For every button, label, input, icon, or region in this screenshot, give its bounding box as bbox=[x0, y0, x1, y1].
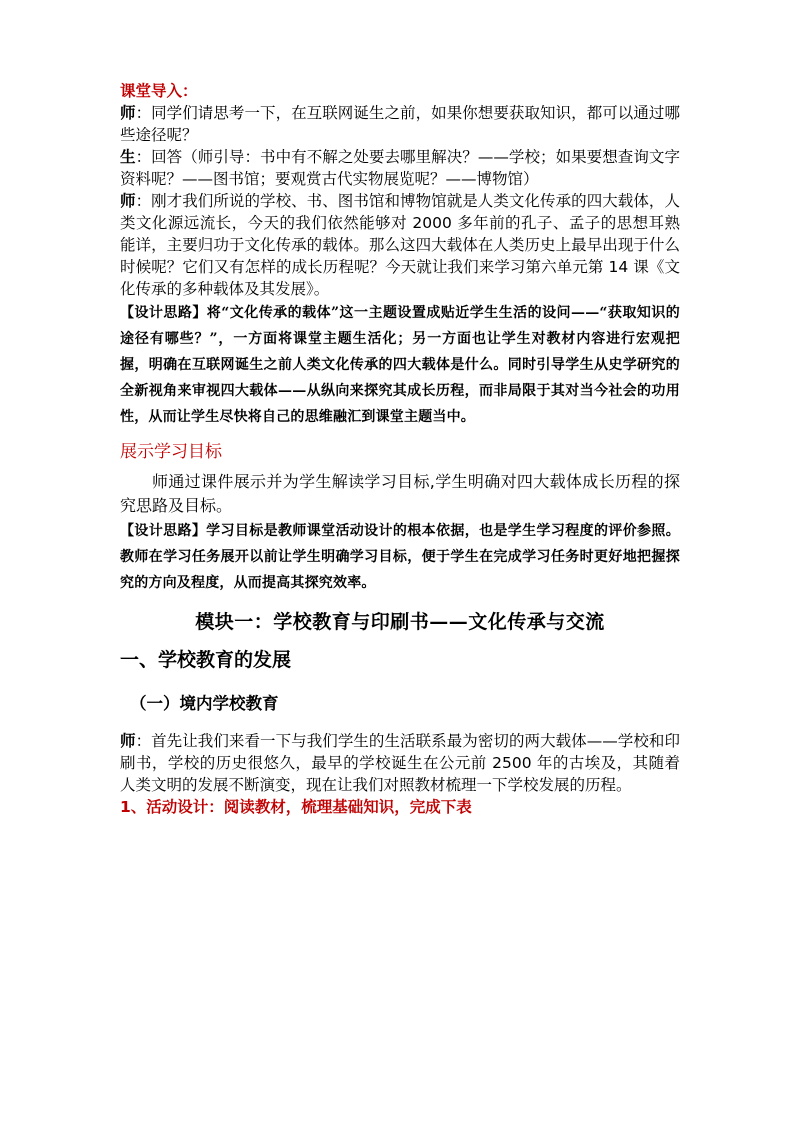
teacher-module-text bbox=[120, 730, 680, 796]
teacher-module-body: ：首先让我们来看一下与我们学生的生活联系最为密切的两大载体——学校和印刷书，学校的历史很悠久，最早的学校诞生在公元前 2500 年的古埃及，其随着人类文明的发展不断演变，现在让我们对照教材梳理一下学校发展的历程。 bbox=[120, 732, 680, 794]
goals-heading: 展示学习目标 bbox=[120, 442, 222, 462]
teacher-question bbox=[120, 102, 680, 146]
teacher-question-text: ：同学们请思考一下，在互联网诞生之前，如果你想要获取知识，都可以通过哪些途径呢？ bbox=[120, 104, 680, 144]
design-note-goals: 【设计思路】学习目标是教师课堂活动设计的根本依据，也是学生学习程度的评价参照。教师在学习任务展开以前让学生明确学习目标，便于学生在完成学习任务时更好地把握探究的方向及程度，从而提高其探究效率。 bbox=[120, 523, 680, 591]
teacher-label: 师 bbox=[120, 192, 136, 210]
design-note-intro: 【设计思路】将“文化传承的载体”这一主题设置成贴近学生生活的设问——“获取知识的途径有哪些？”，一方面将课堂主题生活化；另一方面也让学生对教材内容进行宏观把握，明确在互联网诞生之前人类文化传承的四大载体是什么。同时引导学生从史学研究的全新视角来审视四大载体——从纵向来探究其成长历程，而非局限于其对当今社会的功用性，从而让学生尽快将自己的思维融汇到课堂主题当中。 bbox=[120, 305, 680, 425]
module-title: 模块一：学校教育与印刷书——文化传承与交流 bbox=[195, 611, 605, 633]
teacher-label: 师 bbox=[120, 104, 136, 122]
section-heading: 一、学校教育的发展 bbox=[120, 649, 292, 671]
subsection-heading: （一）境内学校教育 bbox=[130, 694, 279, 713]
teacher-intro bbox=[120, 190, 680, 300]
intro-heading: 课堂导入： bbox=[120, 82, 198, 100]
goals-text: 师通过课件展示并为学生解读学习目标,学生明确对四大载体成长历程的探究思路及目标。 bbox=[120, 472, 680, 515]
student-answer bbox=[120, 146, 680, 190]
student-answer-text: ：回答（师引导：书中有不解之处要去哪里解决？——学校；如果要想查询文字资料呢？——图书馆；要观赏古代实物展览呢？——博物馆） bbox=[120, 148, 680, 188]
activity-design: 1、活动设计：阅读教材，梳理基础知识，完成下表 bbox=[120, 798, 472, 816]
document-content bbox=[120, 80, 680, 818]
student-label: 生 bbox=[120, 148, 136, 166]
teacher-label: 师 bbox=[120, 732, 136, 750]
teacher-intro-text: ：刚才我们所说的学校、书、图书馆和博物馆就是人类文化传承的四大载体，人类文化源远流长，今天的我们依然能够对 2000 多年前的孔子、孟子的思想耳熟能详，主要归功于文化传承的载体。那么这四大载体在人类历史上最早出现于什么时候呢？它们又有怎样的成长历程呢？今天就让我们来学习第六单元第 14 课《文化传承的多种载体及其发展》。 bbox=[120, 192, 680, 298]
